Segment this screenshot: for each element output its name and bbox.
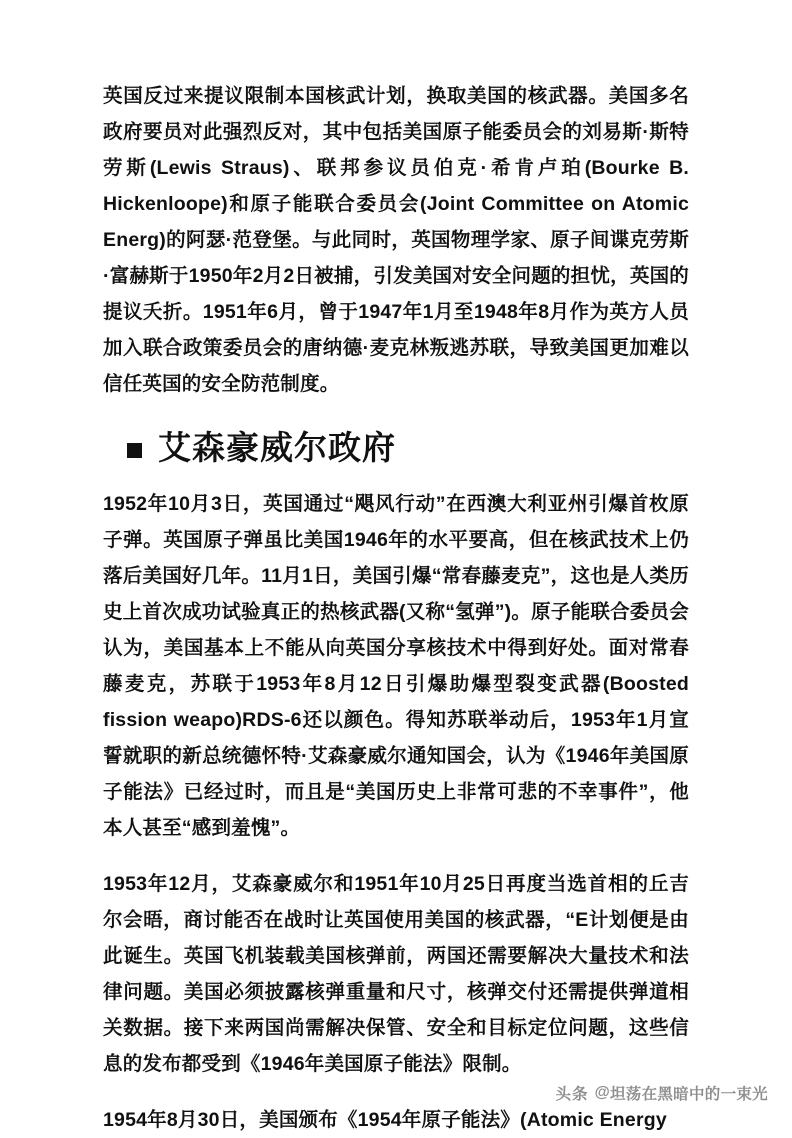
paragraph: 1952年10月3日，英国通过“飓风行动”在西澳大利亚州引爆首枚原子弹。英国原子弹虽比美国1946年的水平要高，但在核武技术上仍落后美国好几年。11月1日，美国引爆“常春藤麦克”，这也是人类历史上首次成功试验真正的热核武器(又称“氢弹”)。原子能联合委员会认为，美国基本上不能从向英国分享核技术中得到好处。面对常春藤麦克，苏联于1953年8月12日引爆助爆型裂变武器(Boosted fission weapo)RDS-6还以颜色。得知苏联举动后，1953年1月宣誓就职的新总统德怀特·艾森豪威尔通知国会，认为《1946年美国原子能法》已经过时，而且是“美国历史上非常可悲的不幸事件”，他本人甚至“感到羞愧”。 [103,493,689,839]
watermark [556,1082,768,1104]
watermark-account-name: 坦荡在黑暗中的一束光 [609,1086,768,1103]
watermark-at-symbol: @ [594,1084,610,1101]
paragraph: 1953年12月，艾森豪威尔和1951年10月25日再度当选首相的丘吉尔会晤，商讨能否在战时让英国使用美国的核武器，“E计划便是由此诞生。英国飞机装载美国核弹前，两国还需要解决大量技术和法律问题。美国必须披露核弹重量和尺寸，核弹交付还需提供弹道相关数据。接下来两国尚需解决保管、安全和目标定位问题，这些信息的发布都受到《1946年美国原子能法》限制。 [103,873,689,1075]
watermark-logo: 头条 [555,1086,589,1103]
paragraph: 英国反过来提议限制本国核武计划，换取美国的核武器。美国多名政府要员对此强烈反对，其中包括美国原子能委员会的刘易斯·斯特劳斯(Lewis Straus)、联邦参议员伯克·希肯卢珀(Bourke B. Hickenloope)和原子能联合委员会(Joint Committee on Atomic Energ)的阿瑟·范登堡。与此同时，英国物理学家、原子间谍克劳斯·富赫斯于1950年2月2日被捕，引发美国对安全问题的担忧，英国的提议夭折。1951年6月，曾于1947年1月至1948年8月作为英方人员加入联合政策委员会的唐纳德·麦克林叛逃苏联，导致美国更加难以信任英国的安全防范制度。 [103,85,689,395]
article-body [103,78,689,1138]
paragraph: 1954年8月30日，美国颁布《1954年原子能法》(Atomic Energy [103,1109,667,1131]
section-heading-label: 艾森豪威尔政府 [158,429,396,466]
section-heading [103,428,689,468]
square-bullet-icon [127,443,142,458]
